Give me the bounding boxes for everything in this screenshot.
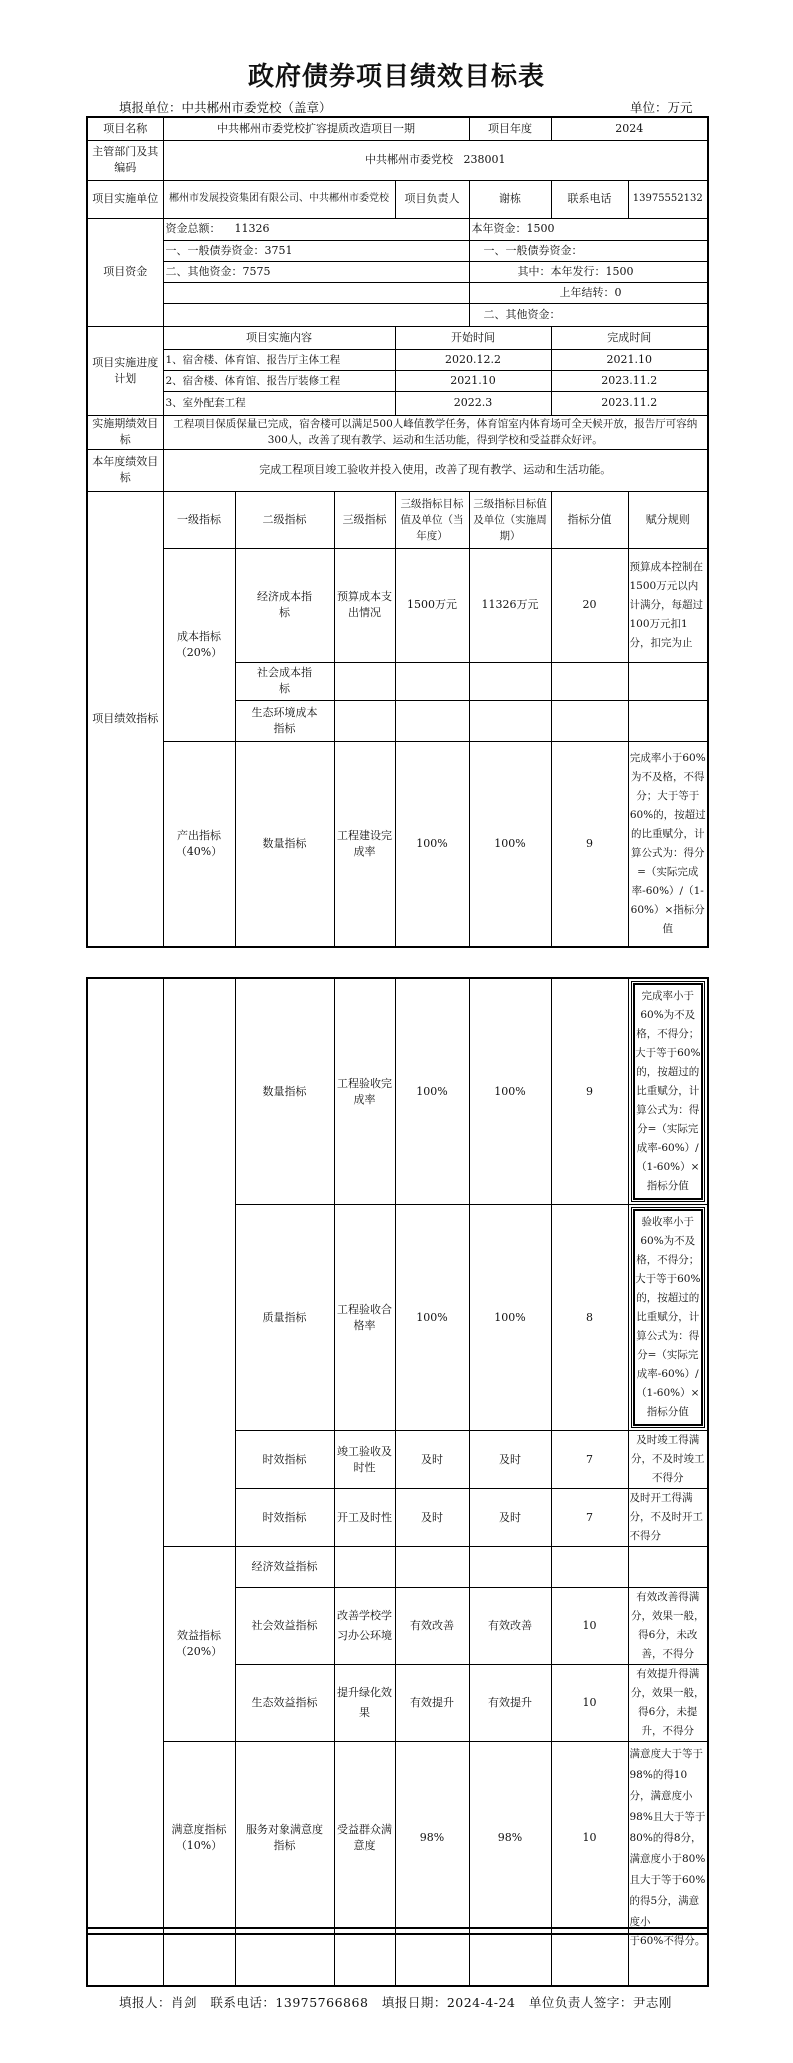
indicator-target-year: 有效提升 (395, 1665, 469, 1742)
schedule-row-end: 2023.11.2 (551, 370, 708, 391)
leader: 谢栋 (469, 180, 551, 218)
schedule-label: 项目实施进度计划 (87, 326, 163, 415)
indicator-target-period: 100% (469, 1205, 551, 1431)
indicator-target-period: 100% (469, 741, 551, 947)
indicator-target-year: 及时 (395, 1431, 469, 1489)
indicator-score: 8 (551, 1205, 628, 1431)
empty-cell (334, 662, 395, 700)
indicator-rule-box: 完成率小于60%为不及格，不得分；大于等于60%的，按超过的比重赋分，计算公式为：得分=（实际完成率-60%）/（1-60%）×指标分值 (631, 981, 706, 1202)
funds-empty-2 (163, 303, 469, 326)
project-year: 2024 (551, 117, 708, 140)
indicator-level2: 时效指标 (235, 1431, 334, 1489)
empty-cell (395, 1928, 469, 1986)
indicator-level2: 服务对象满意度指标 (235, 1742, 334, 1935)
project-year-label: 项目年度 (469, 117, 551, 140)
empty-cell (469, 1928, 551, 1986)
col-rule: 赋分规则 (628, 491, 708, 548)
indicator-score: 7 (551, 1489, 628, 1547)
indicator-rule: 完成率小于60%为不及格，不得分；大于等于60%的，按超过的比重赋分，计算公式为：得分=（实际完成率-60%）/（1-60%）×指标分值 (628, 741, 708, 947)
indicator-level3: 提升绿化效果 (334, 1665, 395, 1742)
project-name: 中共郴州市委党校扩容提质改造项目一期 (163, 117, 469, 140)
phone-label: 联系电话 (551, 180, 628, 218)
indicator-level2: 时效指标 (235, 1489, 334, 1547)
empty-cell (469, 662, 551, 700)
indicator-level2: 数量指标 (235, 741, 334, 947)
performance-table-part1 (86, 116, 709, 948)
indicator-level3: 竣工验收及时性 (334, 1431, 395, 1489)
indicator-target-period: 98% (469, 1742, 551, 1935)
indicator-rule: 预算成本控制在1500万元以内计满分，每超过100万元扣1分，扣完为止 (628, 548, 708, 662)
funds-empty (163, 282, 469, 303)
indicator-score: 20 (551, 548, 628, 662)
indicator-target-year: 1500万元 (395, 548, 469, 662)
indicator-level3: 预算成本支出情况 (334, 548, 395, 662)
empty-cell (551, 662, 628, 700)
indicator-target-year: 有效改善 (395, 1588, 469, 1665)
funds-total: 资金总额： 11326 (163, 218, 469, 240)
indicator-level1: 满意度指标（10%） (163, 1742, 235, 1935)
leader-label: 项目负责人 (395, 180, 469, 218)
indicator-level3: 开工及时性 (334, 1489, 395, 1547)
schedule-row-start: 2022.3 (395, 391, 551, 415)
reporting-unit: 填报单位：中共郴州市委党校（盖章） (119, 100, 332, 115)
phone: 13975552132 (628, 180, 708, 218)
indicator-target-year: 100% (395, 978, 469, 1205)
col-level3: 三级指标 (334, 491, 395, 548)
schedule-header-start: 开始时间 (395, 326, 551, 349)
performance-table-part2 (86, 977, 709, 1935)
empty-cell (334, 1547, 395, 1588)
indicator-level1: 产出指标（40%） (163, 741, 235, 947)
indicator-level3: 工程验收完成率 (334, 978, 395, 1205)
indicator-score: 10 (551, 1742, 628, 1935)
col-target-year: 三级指标目标值及单位（当年度） (395, 491, 469, 548)
col-level1: 一级指标 (163, 491, 235, 548)
empty-cell (334, 700, 395, 741)
indicator-level2: 经济成本指标 (235, 548, 334, 662)
annual-goal-text: 完成工程项目竣工验收并投入使用，改善了现有教学、运动和生活功能。 (163, 449, 708, 491)
empty-cell (235, 1928, 334, 1986)
indicator-level2: 数量指标 (235, 978, 334, 1205)
indicator-level1: 成本指标（20%） (163, 548, 235, 741)
indicator-rule: 有效改善得满分，效果一般，得6分，未改善，不得分 (628, 1588, 708, 1665)
empty-cell (551, 1928, 628, 1986)
performance-table-part3 (86, 1927, 709, 1987)
col-score: 指标分值 (551, 491, 628, 548)
schedule-row-start: 2020.12.2 (395, 349, 551, 370)
funds-general-bond: 一、一般债券资金：3751 (163, 240, 469, 261)
indicator-level3: 改善学校学习办公环境 (334, 1588, 395, 1665)
indicator-level3: 工程建设完成率 (334, 741, 395, 947)
indicator-level3: 工程验收合格率 (334, 1205, 395, 1431)
funds-issued-this-year: 其中：本年发行：1500 (469, 261, 708, 282)
schedule-row-start: 2021.10 (395, 370, 551, 391)
indicator-target-period: 及时 (469, 1431, 551, 1489)
indicator-rule: 有效提升得满分，效果一般，得6分，未提升，不得分 (628, 1665, 708, 1742)
funds-carried-over: 上年结转：0 (469, 282, 708, 303)
indicator-rule: 满意度大于等于98%的得10分，满意度小98%且大于等于80%的得8分，满意度小于80%且大于等于60%的得5分，满意度小 (628, 1742, 708, 1935)
indicator-level1-continued (163, 978, 235, 1547)
funds-this-year-general-bond: 一、一般债券资金： (469, 240, 708, 261)
period-goal-label: 实施期绩效目标 (87, 415, 163, 449)
indicator-target-year: 及时 (395, 1489, 469, 1547)
empty-cell (395, 662, 469, 700)
schedule-row-end: 2023.11.2 (551, 391, 708, 415)
indicator-level2: 社会效益指标 (235, 1588, 334, 1665)
empty-cell (628, 1547, 708, 1588)
col-target-period: 三级指标目标值及单位（实施周期） (469, 491, 551, 548)
dept-value: 中共郴州市委党校 238001 (163, 140, 708, 180)
indicator-target-period: 11326万元 (469, 548, 551, 662)
indicator-target-period: 100% (469, 978, 551, 1205)
indicator-target-year: 100% (395, 741, 469, 947)
impl-unit-label: 项目实施单位 (87, 180, 163, 218)
currency-unit: 单位：万元 (630, 100, 693, 115)
indicator-rule-box: 验收率小于60%为不及格，不得分；大于等于60%的，按超过的比重赋分，计算公式为：得分=（实际完成率-60%）/（1-60%）×指标分值 (631, 1207, 706, 1428)
funds-this-year-other: 二、其他资金： (469, 303, 708, 326)
dept-label: 主管部门及其编码 (87, 140, 163, 180)
empty-cell (469, 700, 551, 741)
indicator-rule: 及时开工得满分，不及时开工不得分 (628, 1489, 708, 1547)
indicator-level2: 生态环境成本指标 (235, 700, 334, 741)
impl-unit: 郴州市发展投资集团有限公司、中共郴州市委党校 (163, 180, 395, 218)
indicator-rule-continued: 于60%不得分。 (628, 1928, 708, 1986)
footer-signature-line: 填报人：肖剑 联系电话：13975766868 填报日期：2024-4-24 单位负责人签字：尹志刚 (119, 1995, 672, 2010)
indicator-target-year: 100% (395, 1205, 469, 1431)
indicator-level2: 质量指标 (235, 1205, 334, 1431)
indicator-level2: 生态效益指标 (235, 1665, 334, 1742)
indicators-label-continued (87, 978, 163, 1934)
schedule-row-end: 2021.10 (551, 349, 708, 370)
indicator-level2: 经济效益指标 (235, 1547, 334, 1588)
page-title: 政府债券项目绩效目标表 (247, 62, 545, 92)
indicator-target-period: 及时 (469, 1489, 551, 1547)
indicator-rule (628, 1205, 708, 1431)
indicator-score: 10 (551, 1588, 628, 1665)
empty-cell (628, 700, 708, 741)
empty-cell (87, 1928, 163, 1986)
schedule-header-end: 完成时间 (551, 326, 708, 349)
funds-other: 二、其他资金：7575 (163, 261, 469, 282)
empty-cell (163, 1928, 235, 1986)
indicator-rule (628, 978, 708, 1205)
project-name-label: 项目名称 (87, 117, 163, 140)
indicator-level3: 受益群众满意度 (334, 1742, 395, 1935)
indicators-label: 项目绩效指标 (87, 491, 163, 947)
indicator-level1: 效益指标（20%） (163, 1547, 235, 1742)
schedule-header-content: 项目实施内容 (163, 326, 395, 349)
schedule-row-content: 1、宿舍楼、体育馆、报告厅主体工程 (163, 349, 395, 370)
indicator-rule: 及时竣工得满分，不及时竣工不得分 (628, 1431, 708, 1489)
empty-cell (551, 700, 628, 741)
funds-label: 项目资金 (87, 218, 163, 326)
empty-cell (334, 1928, 395, 1986)
indicator-target-period: 有效改善 (469, 1588, 551, 1665)
col-level2: 二级指标 (235, 491, 334, 548)
period-goal-text: 工程项目保质保量已完成，宿舍楼可以满足500人峰值教学任务，体育馆室内体育场可全天候开放，报告厅可容纳300人，改善了现有教学、运动和生活功能，得到学校和受益群众好评。 (163, 415, 708, 449)
schedule-row-content: 3、室外配套工程 (163, 391, 395, 415)
indicator-score: 10 (551, 1665, 628, 1742)
funds-this-year: 本年资金：1500 (469, 218, 708, 240)
indicator-score: 9 (551, 978, 628, 1205)
annual-goal-label: 本年度绩效目标 (87, 449, 163, 491)
empty-cell (395, 700, 469, 741)
indicator-target-period: 有效提升 (469, 1665, 551, 1742)
indicator-level2: 社会成本指标 (235, 662, 334, 700)
empty-cell (469, 1547, 551, 1588)
empty-cell (628, 662, 708, 700)
indicator-score: 9 (551, 741, 628, 947)
schedule-row-content: 2、宿舍楼、体育馆、报告厅装修工程 (163, 370, 395, 391)
indicator-score: 7 (551, 1431, 628, 1489)
empty-cell (395, 1547, 469, 1588)
empty-cell (551, 1547, 628, 1588)
indicator-target-year: 98% (395, 1742, 469, 1935)
